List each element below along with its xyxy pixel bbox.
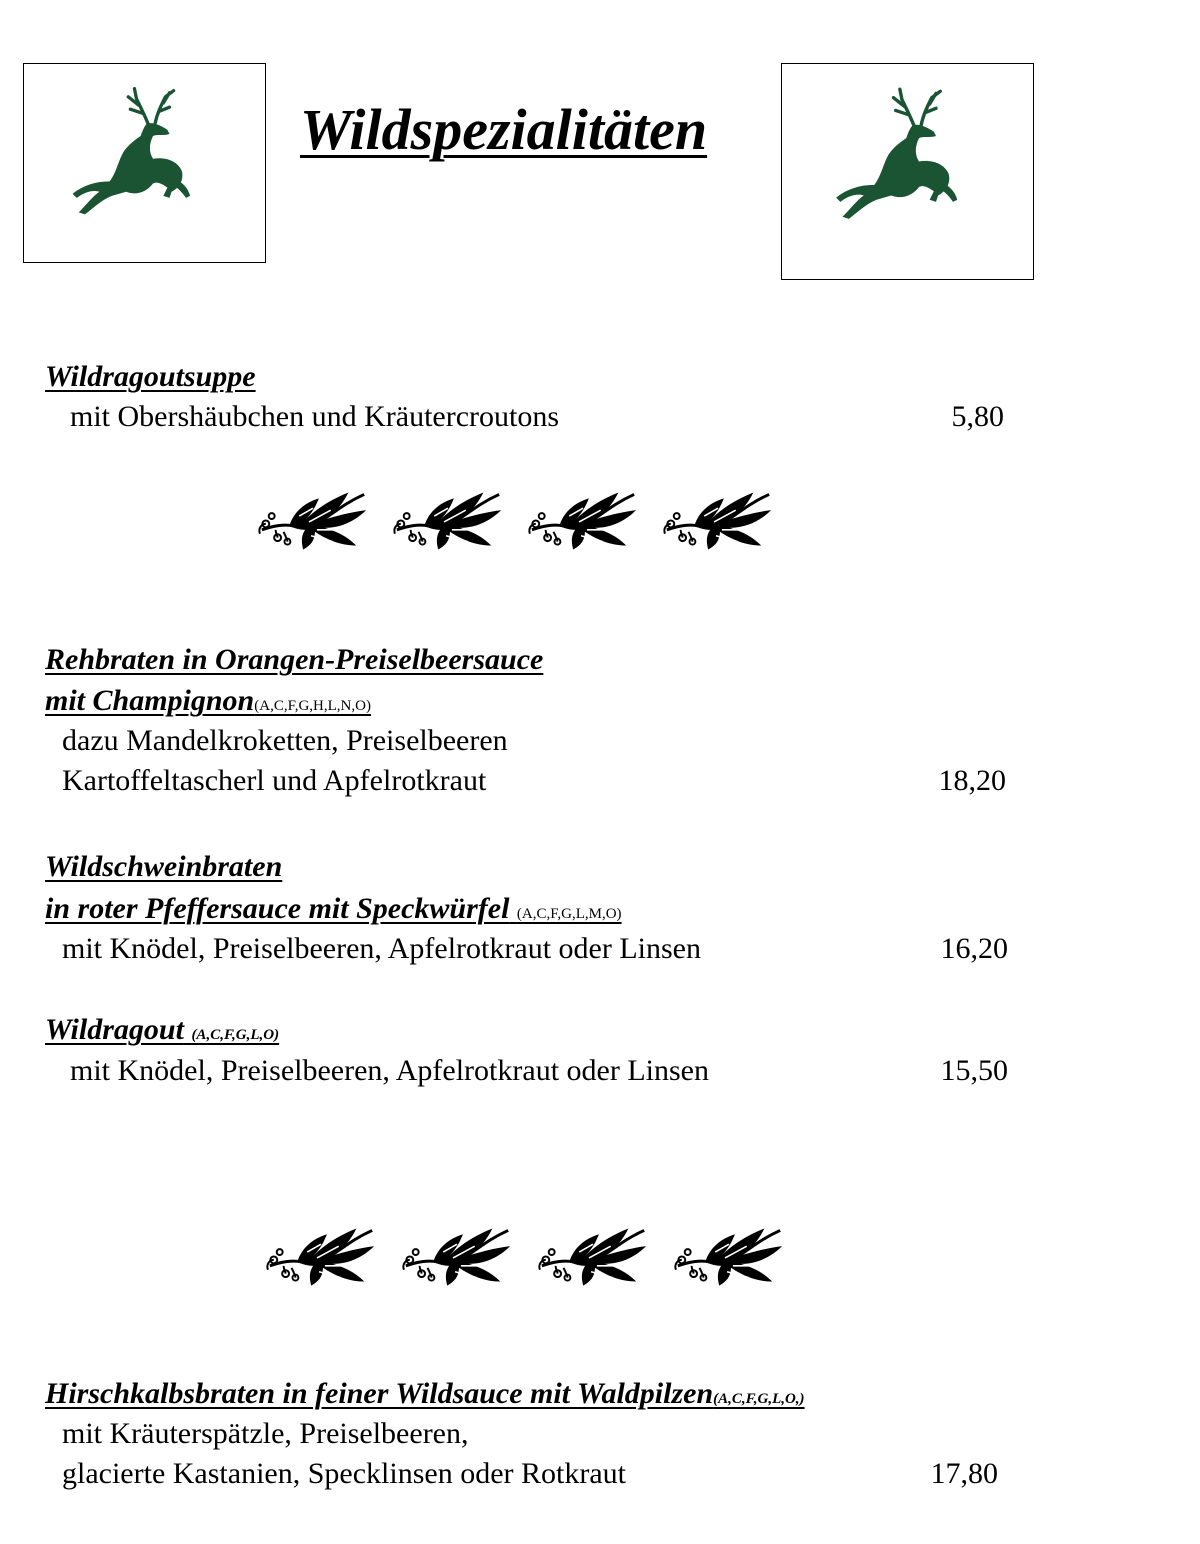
ornament-row <box>254 486 777 552</box>
logo-frame-right <box>781 63 1034 280</box>
dish-name-wildschweinbraten <box>45 894 622 924</box>
leaf-branch-ornament-icon <box>524 486 642 552</box>
dish-name-wildragoutsuppe <box>45 362 256 392</box>
dish-description: Kartoffeltascherl und Apfelrotkraut <box>62 764 487 797</box>
dish-price: 5,80 <box>951 400 1004 433</box>
dish-name-hirschkalbsbraten <box>45 1379 805 1409</box>
dish-name-line: in roter Pfeffersauce mit Speckwürfel <box>45 892 510 925</box>
dish-name-wildragout <box>45 1015 279 1045</box>
leaping-stag-icon <box>54 84 219 219</box>
dish-description: mit Knödel, Preiselbeeren, Apfelrotkraut oder Linsen <box>70 1054 709 1087</box>
leaf-branch-ornament-icon <box>670 1222 788 1288</box>
dish-description: glacierte Kastanien, Specklinsen oder Rotkraut <box>62 1457 626 1490</box>
dish-description: dazu Mandelkroketten, Preiselbeeren <box>62 724 508 757</box>
ornament-row <box>262 1222 788 1288</box>
dish-price: 16,20 <box>940 932 1008 965</box>
leaf-branch-ornament-icon <box>659 486 777 552</box>
dish-name-rehbraten <box>45 686 371 716</box>
dish-name-text: Wildragout <box>45 1013 184 1046</box>
dish-name-line: Wildschweinbraten <box>45 850 283 883</box>
allergen-codes: (A,C,F,G,L,M,O) <box>516 906 622 922</box>
allergen-codes: (A,C,F,G,H,L,N,O) <box>254 698 371 714</box>
leaf-branch-ornament-icon <box>398 1222 516 1288</box>
dish-name-text: Wildragoutsuppe <box>45 360 256 393</box>
dish-description: mit Obershäubchen und Kräutercroutons <box>70 400 560 433</box>
dish-price: 17,80 <box>930 1457 998 1490</box>
allergen-codes: (A,C,F,G,L,O,) <box>713 1391 805 1407</box>
allergen-codes: (A,C,F,G,L,O) <box>191 1027 280 1043</box>
leaping-stag-icon <box>817 84 987 224</box>
logo-frame-left <box>23 63 266 263</box>
leaf-branch-ornament-icon <box>534 1222 652 1288</box>
dish-name-line: Rehbraten in Orangen-Preiselbeersauce <box>45 643 544 676</box>
dish-price: 18,20 <box>938 764 1006 797</box>
dish-description: mit Kräuterspätzle, Preiselbeeren, <box>62 1417 469 1450</box>
dish-description: mit Knödel, Preiselbeeren, Apfelrotkraut oder Linsen <box>62 932 701 965</box>
dish-name-line: mit Champignon <box>45 684 255 717</box>
leaf-branch-ornament-icon <box>254 486 372 552</box>
leaf-branch-ornament-icon <box>389 486 507 552</box>
page-title: Wildspezialitäten <box>300 97 708 162</box>
leaf-branch-ornament-icon <box>262 1222 380 1288</box>
dish-name-text: Hirschkalbsbraten in feiner Wildsauce mit Waldpilzen <box>45 1377 714 1410</box>
dish-price: 15,50 <box>940 1054 1008 1087</box>
